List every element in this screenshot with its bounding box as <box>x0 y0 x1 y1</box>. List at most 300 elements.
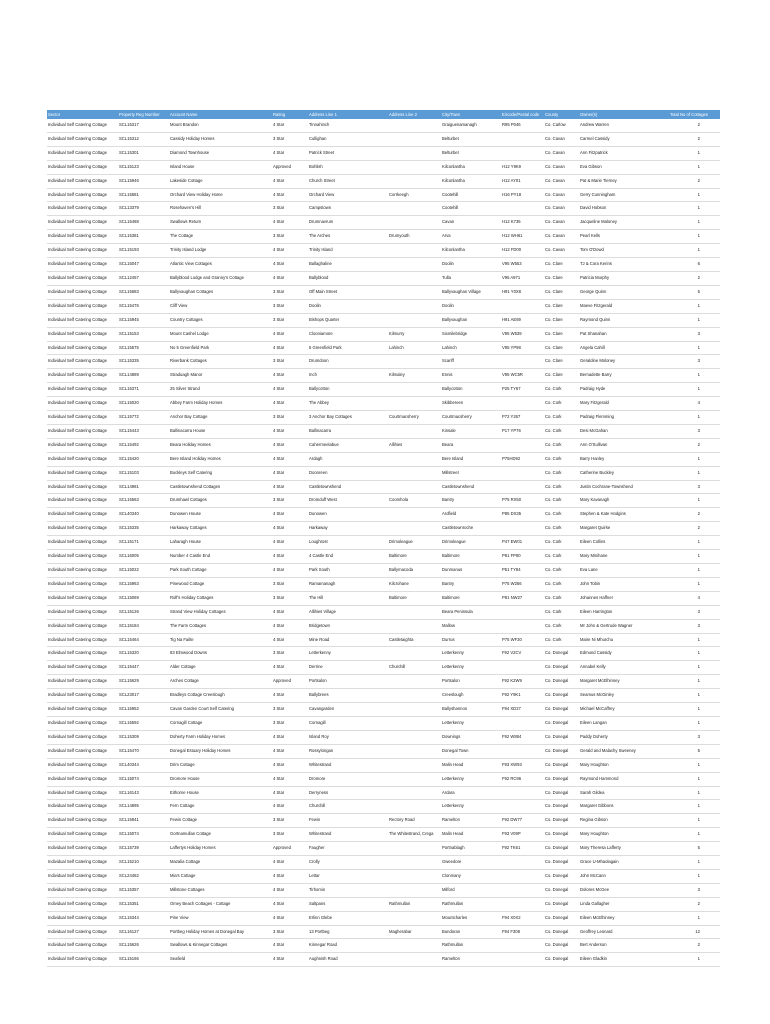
table-cell: Ann Fitzpatrick <box>580 149 608 155</box>
table-cell: Omey Beach Cottages - Cottage <box>170 900 231 906</box>
table-cell: H12 FD00 <box>502 247 522 253</box>
table-cell: Castletownroche <box>442 525 474 531</box>
table-cell <box>388 716 441 730</box>
table-cell: SCL15123 <box>119 163 139 169</box>
table-cell: 1 <box>697 761 700 767</box>
table-cell: Co. Cavan <box>545 205 565 211</box>
table-cell: Co. Donegal <box>545 956 569 962</box>
table-cell: 4 Star <box>273 733 285 739</box>
table-row <box>47 411 720 425</box>
table-cell: 3 Star <box>273 233 285 239</box>
table-cell: Ramamanagh <box>309 580 336 586</box>
table-cell: Bradleys Cottage Creeslough <box>170 692 225 698</box>
table-cell: Co. Carlow <box>545 122 566 127</box>
table-cell <box>388 883 441 897</box>
table-cell: 2 <box>697 900 700 906</box>
table-cell: Scariff <box>442 358 454 364</box>
table-cell: Individual Self Catering Cottage <box>48 525 107 531</box>
table-cell: Churchill <box>309 803 326 809</box>
table-cell: Doolin <box>309 302 321 308</box>
table-cell <box>388 285 441 299</box>
table-row <box>47 244 720 258</box>
table-cell: Individual Self Catering Cottage <box>48 497 107 503</box>
table-cell: 1 <box>697 831 700 837</box>
table-cell: Co. Donegal <box>545 719 569 725</box>
table-row <box>47 800 720 814</box>
table-cell <box>388 299 441 313</box>
table-cell <box>388 911 441 925</box>
table-cell: Ballaghaline <box>309 261 332 267</box>
table-row <box>47 619 720 633</box>
table-cell <box>388 842 441 856</box>
table-cell: 1 <box>697 914 700 920</box>
table-row <box>47 369 720 383</box>
table-cell: Park South Cottage <box>170 567 207 572</box>
table-cell <box>388 675 441 689</box>
table-cell <box>501 438 544 452</box>
table-cell: Individual Self Catering Cottage <box>48 400 107 406</box>
table-cell: 1 <box>697 386 700 392</box>
table-cell: SCL15772 <box>119 414 139 420</box>
table-cell: Co. Cavan <box>545 233 565 239</box>
table-cell <box>388 355 441 369</box>
table-cell: SCL15739 <box>119 845 139 851</box>
table-cell: Individual Self Catering Cottage <box>48 330 107 336</box>
table-cell: Seamus McGinley <box>580 692 614 698</box>
table-cell: Justin Cochrane-Townshend <box>580 483 633 489</box>
table-cell <box>388 244 441 258</box>
table-row <box>47 605 720 619</box>
table-cell: 1 <box>697 247 700 253</box>
table-cell: 3 <box>697 483 700 489</box>
table-cell: Dolores McGee <box>580 886 610 892</box>
table-cell: Malin Head <box>442 761 464 767</box>
table-row <box>47 341 720 355</box>
table-cell: Millstreet <box>442 469 459 475</box>
table-cell: Swallows Return <box>170 219 202 225</box>
table-cell: Individual Self Catering Cottage <box>48 636 107 642</box>
table-cell: Mr John & Gertrude Wagner <box>580 622 633 628</box>
table-cell: Baltimore <box>389 594 407 600</box>
table-row <box>47 258 720 272</box>
table-cell: Individual Self Catering Cottage <box>48 274 107 280</box>
table-cell: Dromore House <box>170 775 200 781</box>
table-cell: 1 <box>697 539 700 545</box>
table-cell: SCL15357 <box>119 886 139 892</box>
table-cell: Loughrost <box>309 539 328 545</box>
table-cell: Island House <box>170 163 195 169</box>
table-row <box>47 119 720 132</box>
table-cell: SCL14981 <box>119 483 139 489</box>
table-cell: Individual Self Catering Cottage <box>48 344 107 350</box>
table-cell <box>501 953 544 967</box>
table-cell: Patricia Murphy <box>580 274 610 280</box>
column-header: Account Name <box>169 110 272 119</box>
table-cell: Individual Self Catering Cottage <box>48 803 107 809</box>
table-cell: H12 K735 <box>502 219 521 225</box>
table-cell: Kilmurry <box>389 330 405 336</box>
table-cell: Dromore <box>309 775 326 781</box>
table-cell: Eileen Gladkin <box>580 956 608 962</box>
table-cell: SCL15047 <box>119 261 139 267</box>
table-cell: Co. Cork <box>545 608 562 614</box>
table-cell: Individual Self Catering Cottage <box>48 706 107 712</box>
table-cell: Individual Self Catering Cottage <box>48 233 107 239</box>
table-cell: 1 <box>697 706 700 712</box>
table-cell: 4 Star <box>273 177 285 183</box>
table-cell: Ballybrees <box>309 692 329 698</box>
table-cell: P72 Y267 <box>502 414 521 420</box>
table-cell: SCL16143 <box>119 789 139 795</box>
table-cell: The Hill <box>309 594 324 600</box>
table-cell: Michael McCaffrey <box>580 706 615 712</box>
table-cell: Mary Theresa Lafferty <box>580 845 621 851</box>
table-cell: 3 Star <box>273 358 285 364</box>
table-cell: SCL15626 <box>119 942 139 948</box>
table-cell <box>388 758 441 772</box>
table-row <box>47 522 720 536</box>
table-row <box>47 550 720 564</box>
table-cell <box>501 869 544 883</box>
table-cell: F92 RC96 <box>502 775 522 781</box>
table-cell: Co. Cork <box>545 525 562 531</box>
table-cell: Doolin <box>442 261 454 267</box>
table-cell: 3 <box>697 427 700 433</box>
table-cell: Eileen Harrington <box>580 608 613 614</box>
table-cell: Individual Self Catering Cottage <box>48 692 107 698</box>
table-cell: Fern Cottage <box>170 803 195 809</box>
table-cell <box>501 522 544 536</box>
table-cell: Co. Donegal <box>545 831 569 837</box>
table-cell: H16 PY18 <box>502 191 522 197</box>
table-row <box>47 716 720 730</box>
table-cell: Church Street <box>309 177 335 183</box>
table-cell: Belturbet <box>442 135 459 141</box>
table-row <box>47 703 720 717</box>
table-cell: SCL15945 <box>119 316 139 322</box>
table-cell: Off Main Street <box>309 288 338 294</box>
table-cell: SCL16127 <box>119 928 139 934</box>
table-cell: Individual Self Catering Cottage <box>48 747 107 753</box>
table-cell: P81 FP80 <box>502 553 521 559</box>
table-cell: Individual Self Catering Cottage <box>48 302 107 308</box>
table-cell: Drimoleague <box>389 539 413 545</box>
table-row <box>47 299 720 313</box>
table-cell <box>388 132 441 146</box>
table-cell: Co. Donegal <box>545 789 569 795</box>
table-cell: SCL15351 <box>119 900 139 906</box>
table-cell: Doonreen <box>309 469 328 475</box>
table-cell: Mount Cashel Lodge <box>170 330 209 336</box>
table-cell: 4 Star <box>273 149 285 155</box>
table-cell <box>501 883 544 897</box>
table-cell: Co. Cork <box>545 636 562 642</box>
table-cell: Regina Gibson <box>580 817 608 823</box>
table-cell: 4 Star <box>273 775 285 781</box>
table-cell: 1 <box>697 650 700 656</box>
table-cell: 1 <box>697 455 700 461</box>
table-cell: Stephen & Kate Hodgins <box>580 511 626 517</box>
table-cell: 3 Star <box>273 205 285 211</box>
table-cell: Co. Clare <box>545 274 563 280</box>
table-cell: Kilconlantha <box>442 247 465 253</box>
table-cell: 4 Star <box>273 386 285 392</box>
table-cell: Ballyvaughan Cottages <box>170 288 214 294</box>
table-cell: Co. Cavan <box>545 191 565 197</box>
table-cell: Country Cottages <box>170 316 203 322</box>
table-cell: Letterkenny <box>442 775 464 781</box>
table-cell: Dromduff West <box>309 497 337 503</box>
table-cell: 4 Star <box>273 664 285 670</box>
table-cell: 4 Star <box>273 886 285 892</box>
table-cell: Jacqueline Maloney <box>580 219 618 225</box>
table-cell: Skibbereen <box>442 400 464 406</box>
table-cell: Strand View Holiday Cottages <box>170 608 226 614</box>
table-cell: David Hobson <box>580 205 607 211</box>
table-cell: Co. Clare <box>545 344 563 350</box>
table-cell: Linda Gallagher <box>580 900 610 906</box>
table-cell: Laffertys Holiday Homes <box>170 845 216 851</box>
table-cell <box>501 786 544 800</box>
table-cell: Co. Donegal <box>545 733 569 739</box>
table-cell: Co. Cork <box>545 469 562 475</box>
table-cell <box>388 647 441 661</box>
table-cell: Individual Self Catering Cottage <box>48 316 107 322</box>
table-cell: Co. Donegal <box>545 803 569 809</box>
table-row <box>47 230 720 244</box>
table-cell: Dunmanus <box>442 567 463 572</box>
table-cell: 3 Star <box>273 831 285 837</box>
table-cell: Island Roy <box>309 733 329 739</box>
table-cell: Annabel Kelly <box>580 664 606 670</box>
table-cell: Tulla <box>442 274 451 280</box>
table-cell: 1 <box>697 664 700 670</box>
table-cell: Bert Anderson <box>580 942 607 948</box>
table-cell: Letterkenny <box>442 803 464 809</box>
table-cell: Cullighan <box>309 135 327 141</box>
table-cell: SCL15592 <box>119 719 139 725</box>
table-cell: Ardagh <box>309 455 323 461</box>
table-cell: 1 <box>697 817 700 823</box>
table-cell: Tinnahinch <box>309 122 330 127</box>
table-cell: Pinewood Cottage <box>170 580 205 586</box>
table-cell: Individual Self Catering Cottage <box>48 191 107 197</box>
table-cell: Baltimore <box>389 553 407 559</box>
table-cell: 3 <box>697 733 700 739</box>
table-cell: P17 YP76 <box>502 427 521 433</box>
table-cell: Baltimore <box>442 553 460 559</box>
table-cell: 1 <box>697 567 700 572</box>
table-cell: 4 Star <box>273 427 285 433</box>
table-cell: Raymond Quinn <box>580 316 611 322</box>
table-cell: Tirhomin <box>309 886 326 892</box>
table-cell: Co. Donegal <box>545 692 569 698</box>
table-cell <box>501 856 544 870</box>
table-cell: SCL15443 <box>119 427 139 433</box>
table-cell: SCL40340 <box>119 511 139 517</box>
table-cell: Co. Donegal <box>545 664 569 670</box>
table-cell: SCL15629 <box>119 678 139 684</box>
table-row <box>47 202 720 216</box>
table-cell <box>388 397 441 411</box>
table-cell: 4 Star <box>273 191 285 197</box>
table-cell: Creeslough <box>442 692 464 698</box>
table-cell: Rathmullan <box>389 900 411 906</box>
table-cell: TJ & Cora Kerins <box>580 261 612 267</box>
table-cell: 1 <box>697 233 700 239</box>
table-cell: F92 DW77 <box>502 817 523 823</box>
table-cell: Co. Cork <box>545 441 562 447</box>
table-cell <box>388 939 441 953</box>
table-cell: Ballyvaughan <box>442 316 468 322</box>
table-cell: 4 <box>697 400 700 406</box>
table-cell: Individual Self Catering Cottage <box>48 594 107 600</box>
table-cell <box>501 397 544 411</box>
table-cell: SCL15476 <box>119 302 139 308</box>
table-cell: Kilcrohane <box>389 580 409 586</box>
table-cell: Rosehaven's Hill <box>170 205 202 211</box>
table-cell <box>501 480 544 494</box>
table-cell: Castletownshend <box>442 483 475 489</box>
table-cell: 1 <box>697 553 700 559</box>
table-cell: Co. Donegal <box>545 845 569 851</box>
table-cell: Patrick Street <box>309 149 335 155</box>
table-cell: 4 Star <box>273 622 285 628</box>
table-cell: Mazalia Cottage <box>170 859 201 865</box>
table-cell: Co. Cork <box>545 594 562 600</box>
table-cell: 4 Star <box>273 330 285 336</box>
table-cell: Individual Self Catering Cottage <box>48 608 107 614</box>
table-cell: 1 <box>697 302 700 308</box>
table-cell: V95 W553 <box>502 261 522 267</box>
table-row <box>47 536 720 550</box>
table-cell: Padraig Hyde <box>580 386 606 392</box>
table-cell: 83 Elmwood Downs <box>170 650 208 656</box>
table-cell: SCL15317 <box>119 122 139 127</box>
table-cell: Co. Donegal <box>545 928 569 934</box>
table-cell: Clooniamore <box>309 330 333 336</box>
table-row <box>47 689 720 703</box>
table-cell: Co. Cork <box>545 553 562 559</box>
table-cell: F92 W884 <box>502 733 522 739</box>
table-cell <box>388 466 441 480</box>
table-cell: 2 <box>697 525 700 531</box>
table-cell: 2 <box>697 135 700 141</box>
table-cell <box>388 786 441 800</box>
table-cell: 4 Star <box>273 803 285 809</box>
table-cell: 1 <box>697 469 700 475</box>
table-cell: Ballyshannon <box>442 706 468 712</box>
table-cell: Individual Self Catering Cottage <box>48 942 107 948</box>
table-cell: Gerry Cunningham <box>580 191 616 197</box>
table-cell: 4 Star <box>273 483 285 489</box>
table-cell: Bridgetown <box>309 622 330 628</box>
table-row <box>47 146 720 160</box>
table-cell: The Abbey <box>309 400 330 406</box>
table-cell: 4 Star <box>273 859 285 865</box>
table-cell: Margaret Quirke <box>580 525 611 531</box>
table-cell: 4 Star <box>273 122 285 127</box>
table-cell <box>388 146 441 160</box>
table-row <box>47 508 720 522</box>
table-cell: Eileen Langan <box>580 719 607 725</box>
table-cell: R95 P046 <box>502 122 521 127</box>
table-cell: P47 EW01 <box>502 539 523 545</box>
table-cell: Individual Self Catering Cottage <box>48 719 107 725</box>
table-cell: Individual Self Catering Cottage <box>48 205 107 211</box>
table-cell: 3 Star <box>273 497 285 503</box>
table-cell: Co. Donegal <box>545 817 569 823</box>
table-cell: 4 Star <box>273 942 285 948</box>
table-row <box>47 786 720 800</box>
table-cell: 2 <box>697 122 700 127</box>
table-cell: Whitestrand <box>309 831 332 837</box>
table-cell: SCL15335 <box>119 525 139 531</box>
table-cell: Approved <box>273 678 291 684</box>
table-cell: Individual Self Catering Cottage <box>48 817 107 823</box>
table-cell: 3 <box>697 358 700 364</box>
table-cell: SCL15464 <box>119 636 139 642</box>
table-cell: Milford <box>442 886 455 892</box>
table-cell: SCL15335 <box>119 358 139 364</box>
table-cell: V95 WC5R <box>502 372 523 378</box>
table-cell: Co. Clare <box>545 316 563 322</box>
table-cell: Ramelton <box>442 956 460 962</box>
table-cell: F92 Y9K1 <box>502 692 521 698</box>
table-row <box>47 758 720 772</box>
table-cell: Donegal Town <box>442 747 469 753</box>
table-cell: 4 Star <box>273 553 285 559</box>
table-cell: 1 <box>697 344 700 350</box>
table-cell: Whitestrand <box>309 761 332 767</box>
table-cell: 4 Star <box>273 956 285 962</box>
table-cell: Sarah Gildea <box>580 789 605 795</box>
table-cell: Co. Donegal <box>545 942 569 948</box>
table-cell: Co. Cork <box>545 414 562 420</box>
table-cell <box>388 160 441 174</box>
table-cell: SCL14895 <box>119 803 139 809</box>
table-row <box>47 869 720 883</box>
table-cell: Margaret Gibbons <box>580 803 614 809</box>
table-cell: Co. Donegal <box>545 900 569 906</box>
table-cell: 1 <box>697 497 700 503</box>
table-cell: H91 Y0X8 <box>502 288 522 294</box>
table-cell: 1 <box>697 803 700 809</box>
table-cell: Bundoran <box>442 928 461 934</box>
table-cell: Portsalon <box>442 678 460 684</box>
table-cell <box>388 856 441 870</box>
table-cell: Drim Cottage <box>170 761 195 767</box>
table-cell: Carmel Cassidy <box>580 135 610 141</box>
table-cell: 3 <box>697 886 700 892</box>
table-cell: Mountcharles <box>442 914 468 920</box>
table-cell: Arva <box>442 233 451 239</box>
table-row <box>47 397 720 411</box>
table-cell <box>501 661 544 675</box>
table-cell: Pearl Kells <box>580 233 601 239</box>
table-cell: P85 DX35 <box>502 511 522 517</box>
table-cell: The Arches <box>309 233 331 239</box>
table-row <box>47 438 720 452</box>
table-cell: Individual Self Catering Cottage <box>48 177 107 183</box>
table-row <box>47 911 720 925</box>
table-cell: Doolin <box>442 302 454 308</box>
table-cell: Catherine Buckley <box>580 469 614 475</box>
table-cell: F92 K2W9 <box>502 678 522 684</box>
column-header: Sector <box>47 110 118 119</box>
table-cell: SCL14889 <box>119 372 139 378</box>
table-row <box>47 856 720 870</box>
